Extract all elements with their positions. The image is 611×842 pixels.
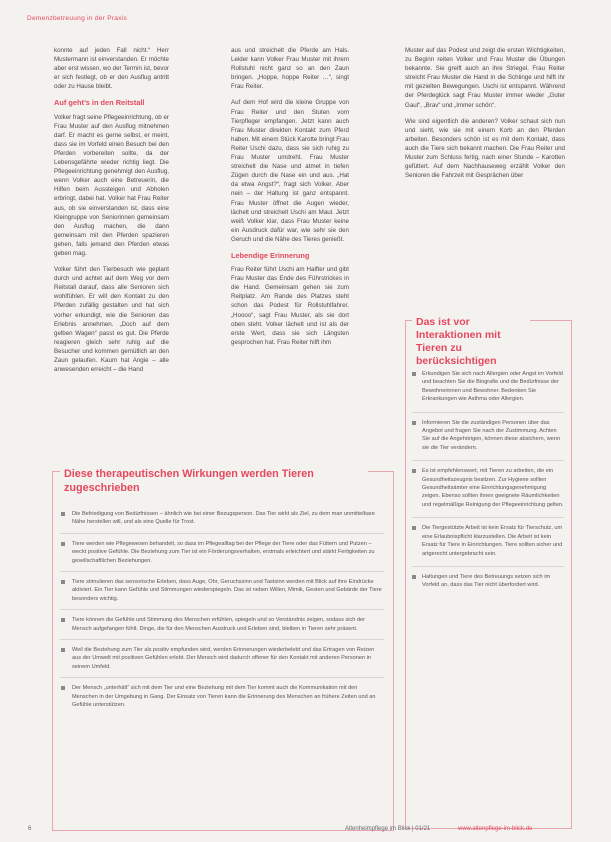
paragraph: Volker fragt seine Pflegeeinrichtung, ob er Frau Muster auf den Ausflug mitnehmen darf. Er macht es gerne selbst, er meint, dass sie im Vorfeld einen Besuch bei den Pferden vorbereiten sollte, da der Lebensgefährte wieder richtig liegt. Die Pflegeeinrichtung genehmigt den Ausflug, wenn Volker auch eine Betreuerin, die Hilfen beim Aussteigen und Abholen erbringt, dabei hat. Volker hat Frau Reiter aus, ob sie einverstanden ist, dass eine Kleingruppe von Seniorinnen gemeinsam den Ausflug machen, die dann gemeinsam mit den Pferden spazieren gehen, falls jemand den Pferden etwas geben mag. <box>54 113 169 257</box>
list-item-text: Haltungen und Tiere des Betreuungs setzen sich im Vorfeld an, dass das Tier nicht überfordert wird. <box>422 573 551 589</box>
list-item <box>60 646 384 678</box>
list-item <box>412 524 564 567</box>
page-number: 6 <box>28 826 32 832</box>
sidebar-box-list <box>412 370 564 604</box>
list-item <box>60 616 384 640</box>
list-item-text: Der Mensch „unterhält“ sich mit dem Tier und eine Beziehung mit dem Tier kommt auch die Kommunikation mit den Menschen in der Umgebung in Gang. Der Einsatz von Tieren kann die Erinnerung des Menschen an frühere Zeiten und an Gefühle unterstützen. <box>72 685 376 709</box>
rubric-label: Demenzbetreuung in der Praxis <box>27 15 128 22</box>
bullet-icon <box>61 542 65 546</box>
bullet-icon <box>61 686 65 690</box>
therapy-box-list <box>60 510 384 722</box>
list-item-text: Erkundigen Sie sich nach Allergien oder Angst im Vorfeld und beachten Sie die Biografie und die Bedürfnisse der Bewohnerinnen und Bewohner. Bedenken Sie Erkrankungen wie Asthma oder Allergien. <box>422 371 563 403</box>
bullet-icon <box>61 618 65 622</box>
list-item-text: Tiere können die Gefühle und Stimmung des Menschen erfühlen, spiegeln und so Verständnis zeigen, sodass sich der Mensch aufgefangen fühlt. Dinge, die für den Menschen Ausdruck und Erleben sind, bleiben in Tieren sehr präsent. <box>72 617 366 632</box>
bullet-icon <box>412 469 416 473</box>
list-item-text: Weil die Beziehung zum Tier als positiv empfunden wird, werden Erinnerungen wiederbelebt und das Ertragen von Reizen aus der Umwelt mit positiven Gefühlen erlebt. Der Mensch wird dadurch offener für den Kontakt mit anderen Personen in seinem Umfeld. <box>72 647 375 670</box>
list-item-text: Tiere stimulieren das sensorische Erleben, dass Auge, Ohr, Geruchssinn und Tastsinn werden mit Blick auf ihre Eindrücke aktiviert. Ein Tier kann Gefühle und Stimmungen wiederspiegeln. Das ist neben Willen, Mimik, Gesten und Gebärde der Tiere besonders wichtig. <box>72 579 382 602</box>
list-item-text: Die Tiergestützte Arbeit ist kein Ersatz für Tierschutz, um eine Erlaubnispflicht klarzustellen. Die Arbeit ist kein Ersatz für Tiere in Einrichtungen. Tiere sollten sicher und artgerecht untergebracht sein. <box>422 525 563 557</box>
article-column-2 <box>231 46 349 354</box>
list-item <box>412 573 564 598</box>
website-link[interactable]: www.altenpflege-im-blick.de <box>458 826 533 832</box>
list-item <box>60 540 384 572</box>
paragraph: Auf dem Hof wird die kleine Gruppe von Frau Reiter und den Stuten vom Tierpfleger empfangen. Jetzt kann auch Frau Muster direkten Kontakt zum Pferd haben. Mit einem Stück Karotte bringt Frau Reiter Uschi dazu, dass sie sich ruhig zu Frau Muster umdreht. Frau Muster streichelt die Nase und atmet in tiefen Zügen durch die Nase ein und aus. „Hat da etwa Angst?“, fragt sich Volker. Aber nein – der Haltung ist ganz entspannt. Frau Muster öffnet die Augen wieder, lächelt und streichelt Uschi am Maul. Jetzt weiß Volker klar, dass Frau Muster keine ein Ausdruck dafür war, wie sehr sie den Geruch und die Nähe des Tieres genießt. <box>231 99 349 243</box>
page-header <box>27 15 127 22</box>
bullet-icon <box>412 421 416 425</box>
paragraph: konnte auf jeden Fall nicht.“ Herr Mustermann ist einverstanden. Er möchte aber erst wissen, wo der Termin ist, bevor er sich festlegt, ob er den Ausflug antritt oder zu Hause bleibt. <box>54 47 169 91</box>
article-column-3 <box>405 46 565 187</box>
list-item <box>60 510 384 534</box>
therapy-box-title: Diese therapeutischen Wirkungen werden Tieren zugeschrieben <box>60 467 368 495</box>
list-item <box>60 578 384 610</box>
magazine-issue: Altenheimpflege im Blick | 01/21 <box>345 826 431 832</box>
list-item-text: Informieren Sie die zuständigen Personen über das Angebot und fragen Sie nach der Zustimmung. Achten Sie auf die Angehörigen, können diese absichern, wenn sie die Tier verändern. <box>422 419 561 451</box>
list-item <box>412 419 564 462</box>
paragraph: Wie sind eigentlich die anderen? Volker schaut sich nun und sieht, wie sie mit einem Korb an den Pferden arbeiten. Besonders schön ist es mit dem Kontakt, dass auch die Tiere sich bekannt machen. Die Frau Reiter und Muster zum Schluss fertig, nach einer Stunde – Karotten gefüttert. Auf dem Nachhauseweg erzählt Volker den Senioren die Fahrzeit mit Gesprächen über <box>405 117 565 180</box>
paragraph: aus und streichelt die Pferde am Hals. Leider kann Volker Frau Muster mit ihrem Rollstuhl nicht ganz so an den Zaun bringen. „Hoppe, hoppe Reiter …“, singt Frau Reiter. <box>231 47 349 91</box>
list-item-text: Die Befriedigung von Bedürfnissen – ähnlich wie bei einer Bezugsperson. Das Tier wirkt als Ziel, zu dem man unmittelbare Nähe herstellen will, und als eine Quelle für Trost. <box>72 511 375 526</box>
bullet-icon <box>61 580 65 584</box>
paragraph: Frau Reiter führt Uschi am Halfter und gibt Frau Muster das Ende des Führstrickes in die Hand. Gemeinsam gehen sie zum Reitplatz. Am Rande des Platzes steht schon das Podest für Rollstuhlfahrer. „Hoooo“, sagt Frau Muster, als sie dort oben steht. Volker lächelt und ist als der erste Wert, dass sie sich Längsten gesprochen hat. Frau Reiter hilft ihm <box>231 266 349 346</box>
sidebar-box-title: Das ist vor Interaktionen mit Tieren zu berücksichtigen <box>412 316 530 368</box>
bullet-icon <box>61 648 65 652</box>
bullet-icon <box>412 526 416 530</box>
section-heading: Auf geht’s in den Reitstall <box>54 98 145 108</box>
list-item-text: Es ist empfehlenswert, mit Tieren zu arbeiten, die ein Gesundheitszeugnis besitzen. Zur Hygiene sollten Gesundheitsämter eine Einrichtungsgenehmigung zeigen. Ebenso sollten ihnen geeignete Räumlichkeiten und regelmäßige Reinigung der Pflegeeinrichtung gelten. <box>422 468 564 508</box>
bullet-icon <box>412 575 416 579</box>
list-item-text: Tiere werden wie Pflegewesen behandelt, so dass im Pflegealltag bei der Pflege der Tiere oder das Füttern und Putzen – weckt positive Gefühle. Die Beziehung zum Tier ist ein Förderungsverhalten, erstmals erleichtert und stärkt Fertigkeiten zu gesellschaftlichen Beziehungen. <box>72 540 375 564</box>
paragraph: Muster auf das Podest und zeigt die ersten Wichtigkeiten, zu Beginn reiten Volker und Frau Muster die Übungen bekannte. Sie greift auch an ihre Striegel. Frau Reiter streicht Frau Muster die Hand in die Schlinge und hilft ihr mit gezielten Bewegungen. Uschi ist entspannt. Während der Pferdeglück sagt Frau Muster immer wieder „Guter Gaul“, „Brav“ und „Immer schön“. <box>405 47 565 109</box>
list-item <box>412 370 564 413</box>
bullet-icon <box>61 512 65 516</box>
article-column-1 <box>54 46 169 381</box>
bullet-icon <box>412 372 416 376</box>
paragraph: Volker führt den Tierbesuch wie geplant durch und achtet auf dem Weg vor dem Reitstall darauf, dass alle Senioren sich wohlfühlen. Er will den Kontakt zu den Pferden zufällig gestalten und hat sich vorher erkundigt, wie die Senioren das Erlebnis annehmen. „Doch auf dem gelben Wagen“ passt es gut. Die Pferde reagieren gleich sehr ruhig auf die Besucher und kommen gemütlich an den Zaun gelaufen. Kaum hat Angie – alle anwesenden erreicht – die Hand <box>54 266 169 374</box>
list-item <box>60 684 384 715</box>
list-item <box>412 467 564 518</box>
section-heading: Lebendige Erinnerung <box>231 250 310 260</box>
